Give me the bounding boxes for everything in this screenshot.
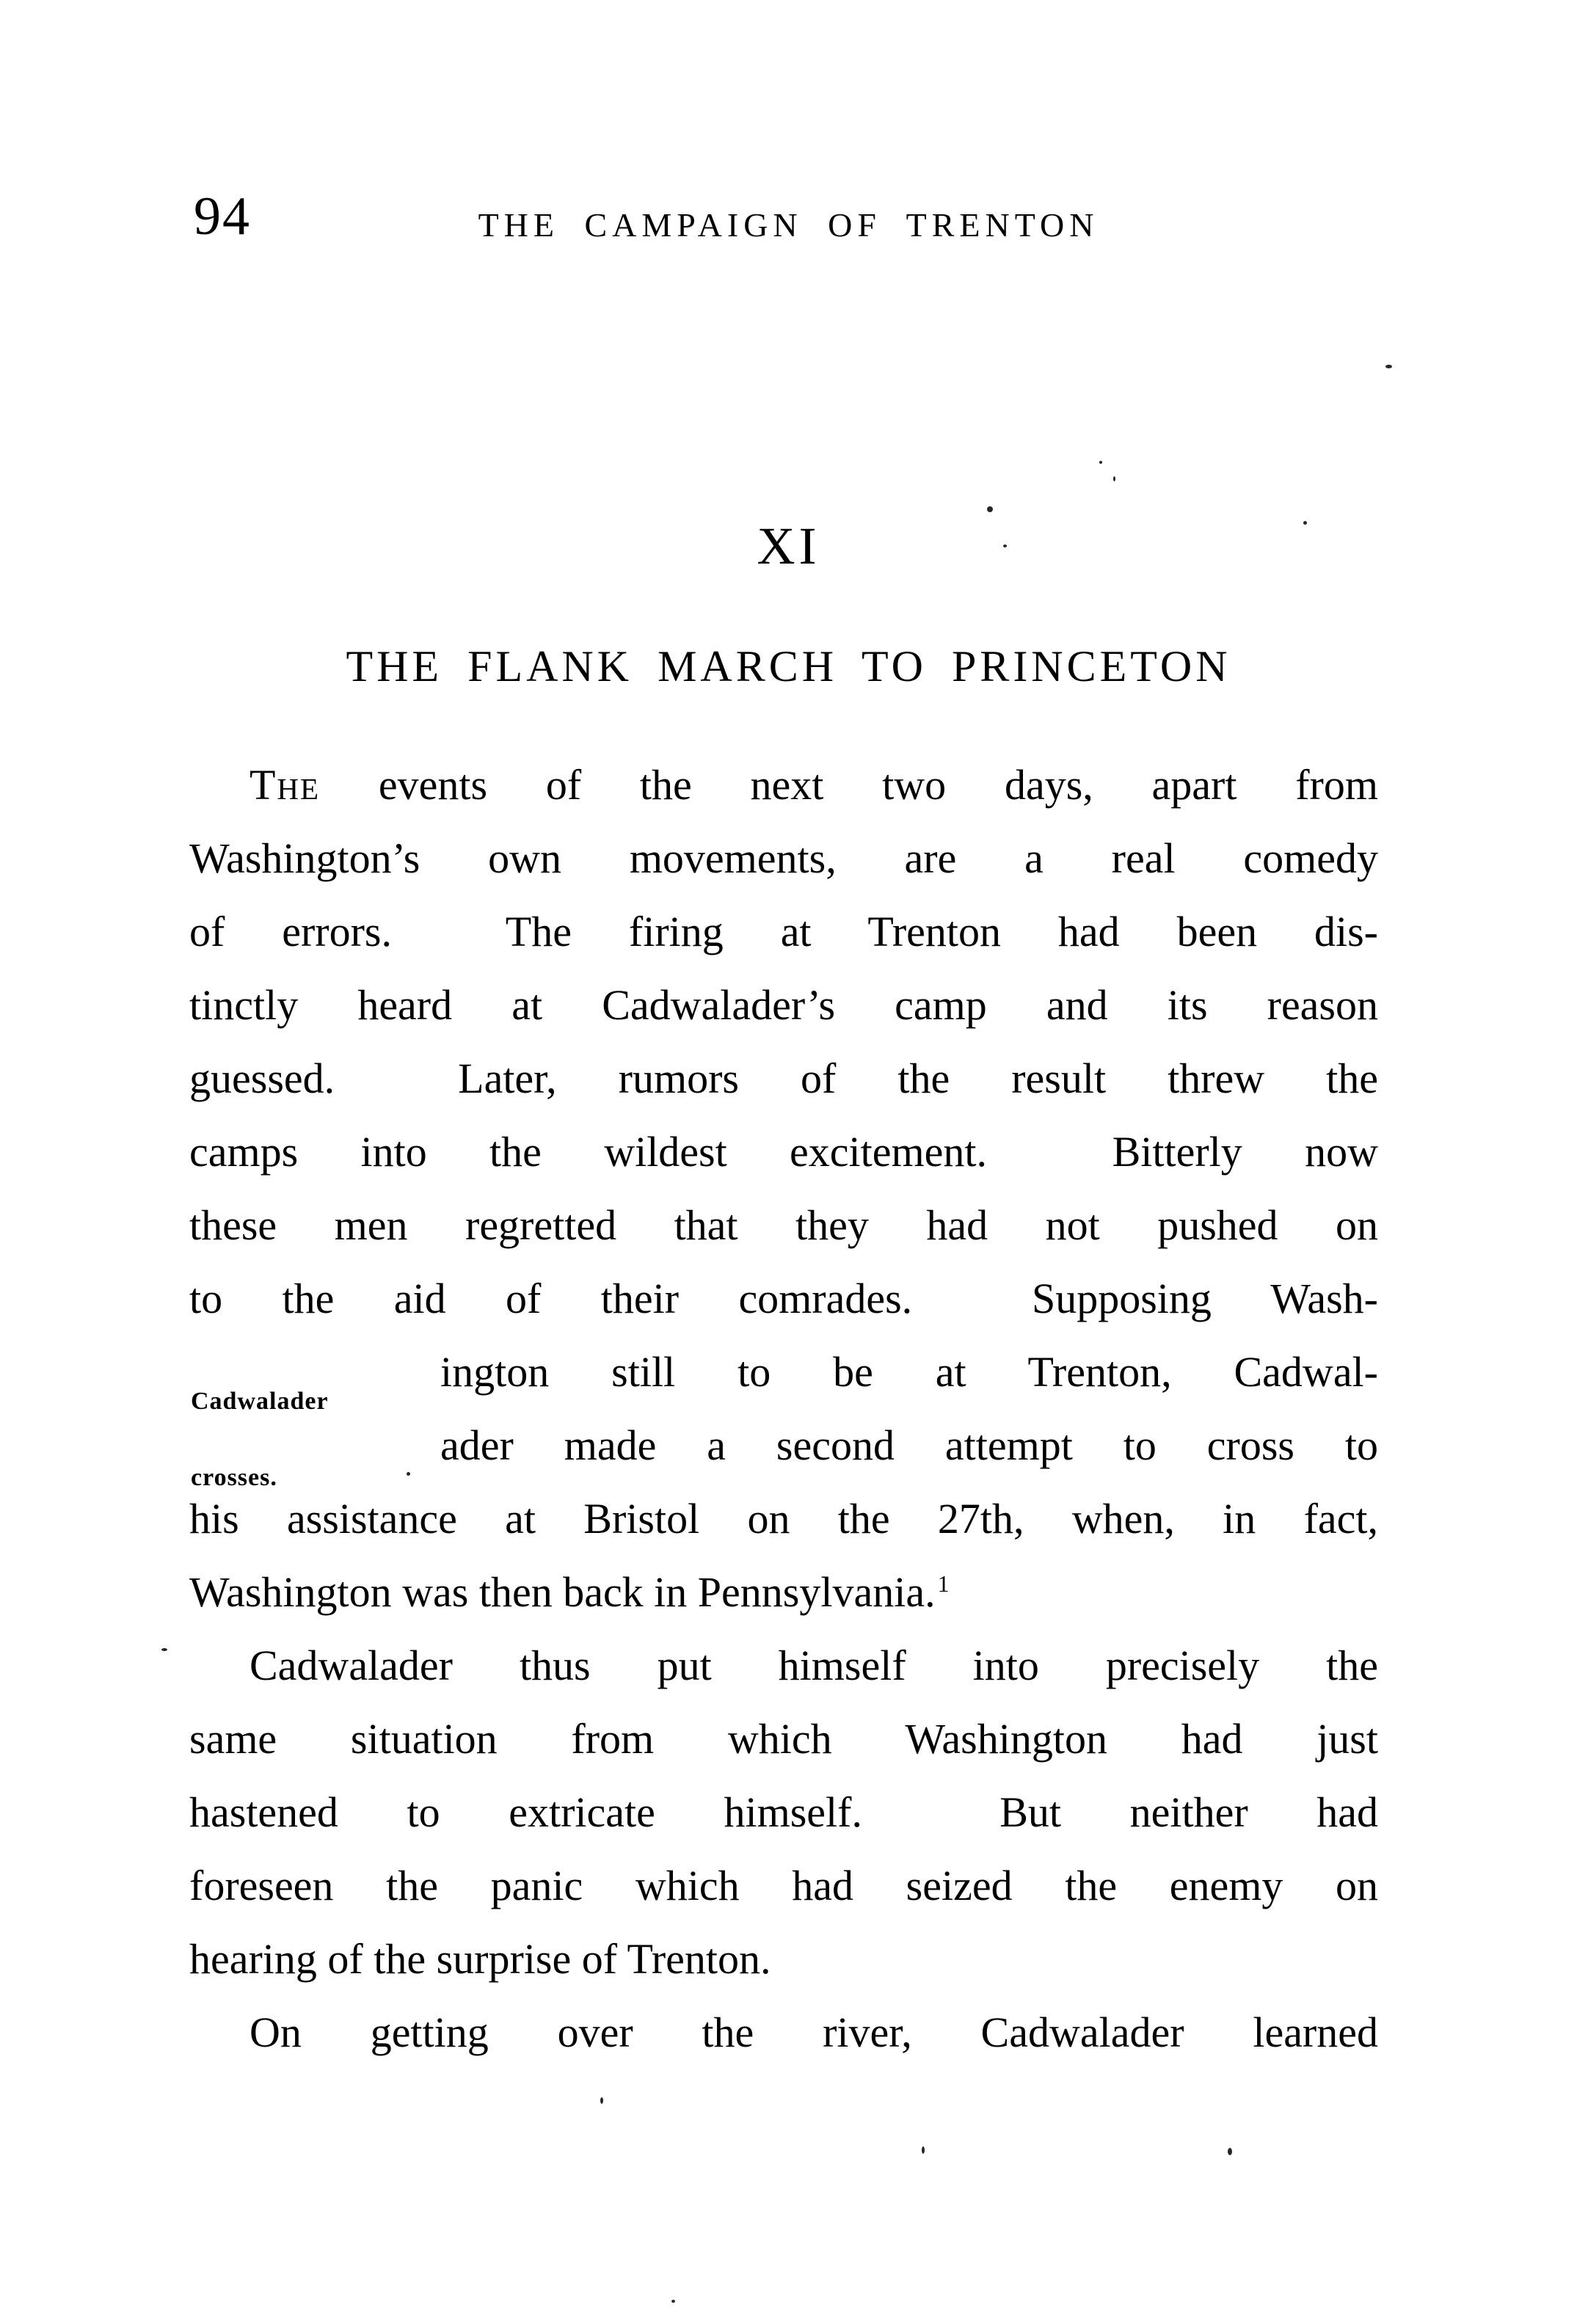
scan-speck xyxy=(1228,2148,1232,2155)
text-line: same situation from which Washington had just xyxy=(189,1715,1378,1763)
margin-note-line: crosses. xyxy=(191,1464,277,1491)
text-line: camps into the wildest excitement. Bitterly now xyxy=(189,1128,1378,1176)
scan-speck xyxy=(987,506,993,512)
text-line: Washington’s own movements, are a real comedy xyxy=(189,834,1378,882)
text-line: foreseen the panic which had seized the enemy on xyxy=(189,1862,1378,1909)
scan-speck xyxy=(1303,521,1307,525)
smallcaps-lead: The xyxy=(250,761,321,809)
page-number: 94 xyxy=(194,186,251,247)
text-line: On getting over the river, Cadwalader learned xyxy=(250,2008,1378,2056)
scan-speck xyxy=(1003,544,1007,547)
text-line: to the aid of their comrades. Supposing Wash- xyxy=(189,1275,1378,1322)
scan-speck xyxy=(1099,461,1102,464)
text-line: Washington was then back in Pennsylvania.$^1$ xyxy=(189,1568,950,1616)
text-line: hearing of the surprise of Trenton. xyxy=(189,1935,771,1983)
text-line: guessed. Later, rumors of the result threw the xyxy=(189,1054,1378,1102)
text-line: ington still to be at Trenton, Cadwal- xyxy=(440,1348,1378,1396)
scan-speck xyxy=(1385,365,1392,368)
scan-speck xyxy=(922,2146,925,2154)
chapter-title: THE FLANK MARCH TO PRINCETON xyxy=(346,642,1231,691)
running-title: THE CAMPAIGN OF TRENTON xyxy=(478,206,1099,244)
scan-speck xyxy=(407,1472,410,1476)
scan-speck xyxy=(1113,476,1115,481)
scan-speck xyxy=(671,2300,675,2303)
chapter-numeral: XI xyxy=(757,517,820,575)
scan-speck xyxy=(600,2097,603,2104)
text-line: his assistance at Bristol on the 27th, when, in fact, xyxy=(189,1495,1378,1542)
text-line: these men regretted that they had not pushed on xyxy=(189,1201,1378,1249)
text-line: of errors. The firing at Trenton had been dis- xyxy=(189,908,1378,955)
scan-speck xyxy=(161,1648,167,1651)
text-line: The events of the next two days, apart from xyxy=(250,761,1378,809)
text-line: Cadwalader thus put himself into precisely the xyxy=(250,1642,1378,1689)
margin-note-line: Cadwalader xyxy=(191,1388,329,1415)
text-line: tinctly heard at Cadwalader’s camp and its reason xyxy=(189,981,1378,1029)
text-line: hastened to extricate himself. But neither had xyxy=(189,1788,1378,1836)
body-text xyxy=(189,748,1378,2069)
footnote-marker: 1 xyxy=(937,1570,950,1597)
text-line: ader made a second attempt to cross to xyxy=(440,1421,1378,1469)
